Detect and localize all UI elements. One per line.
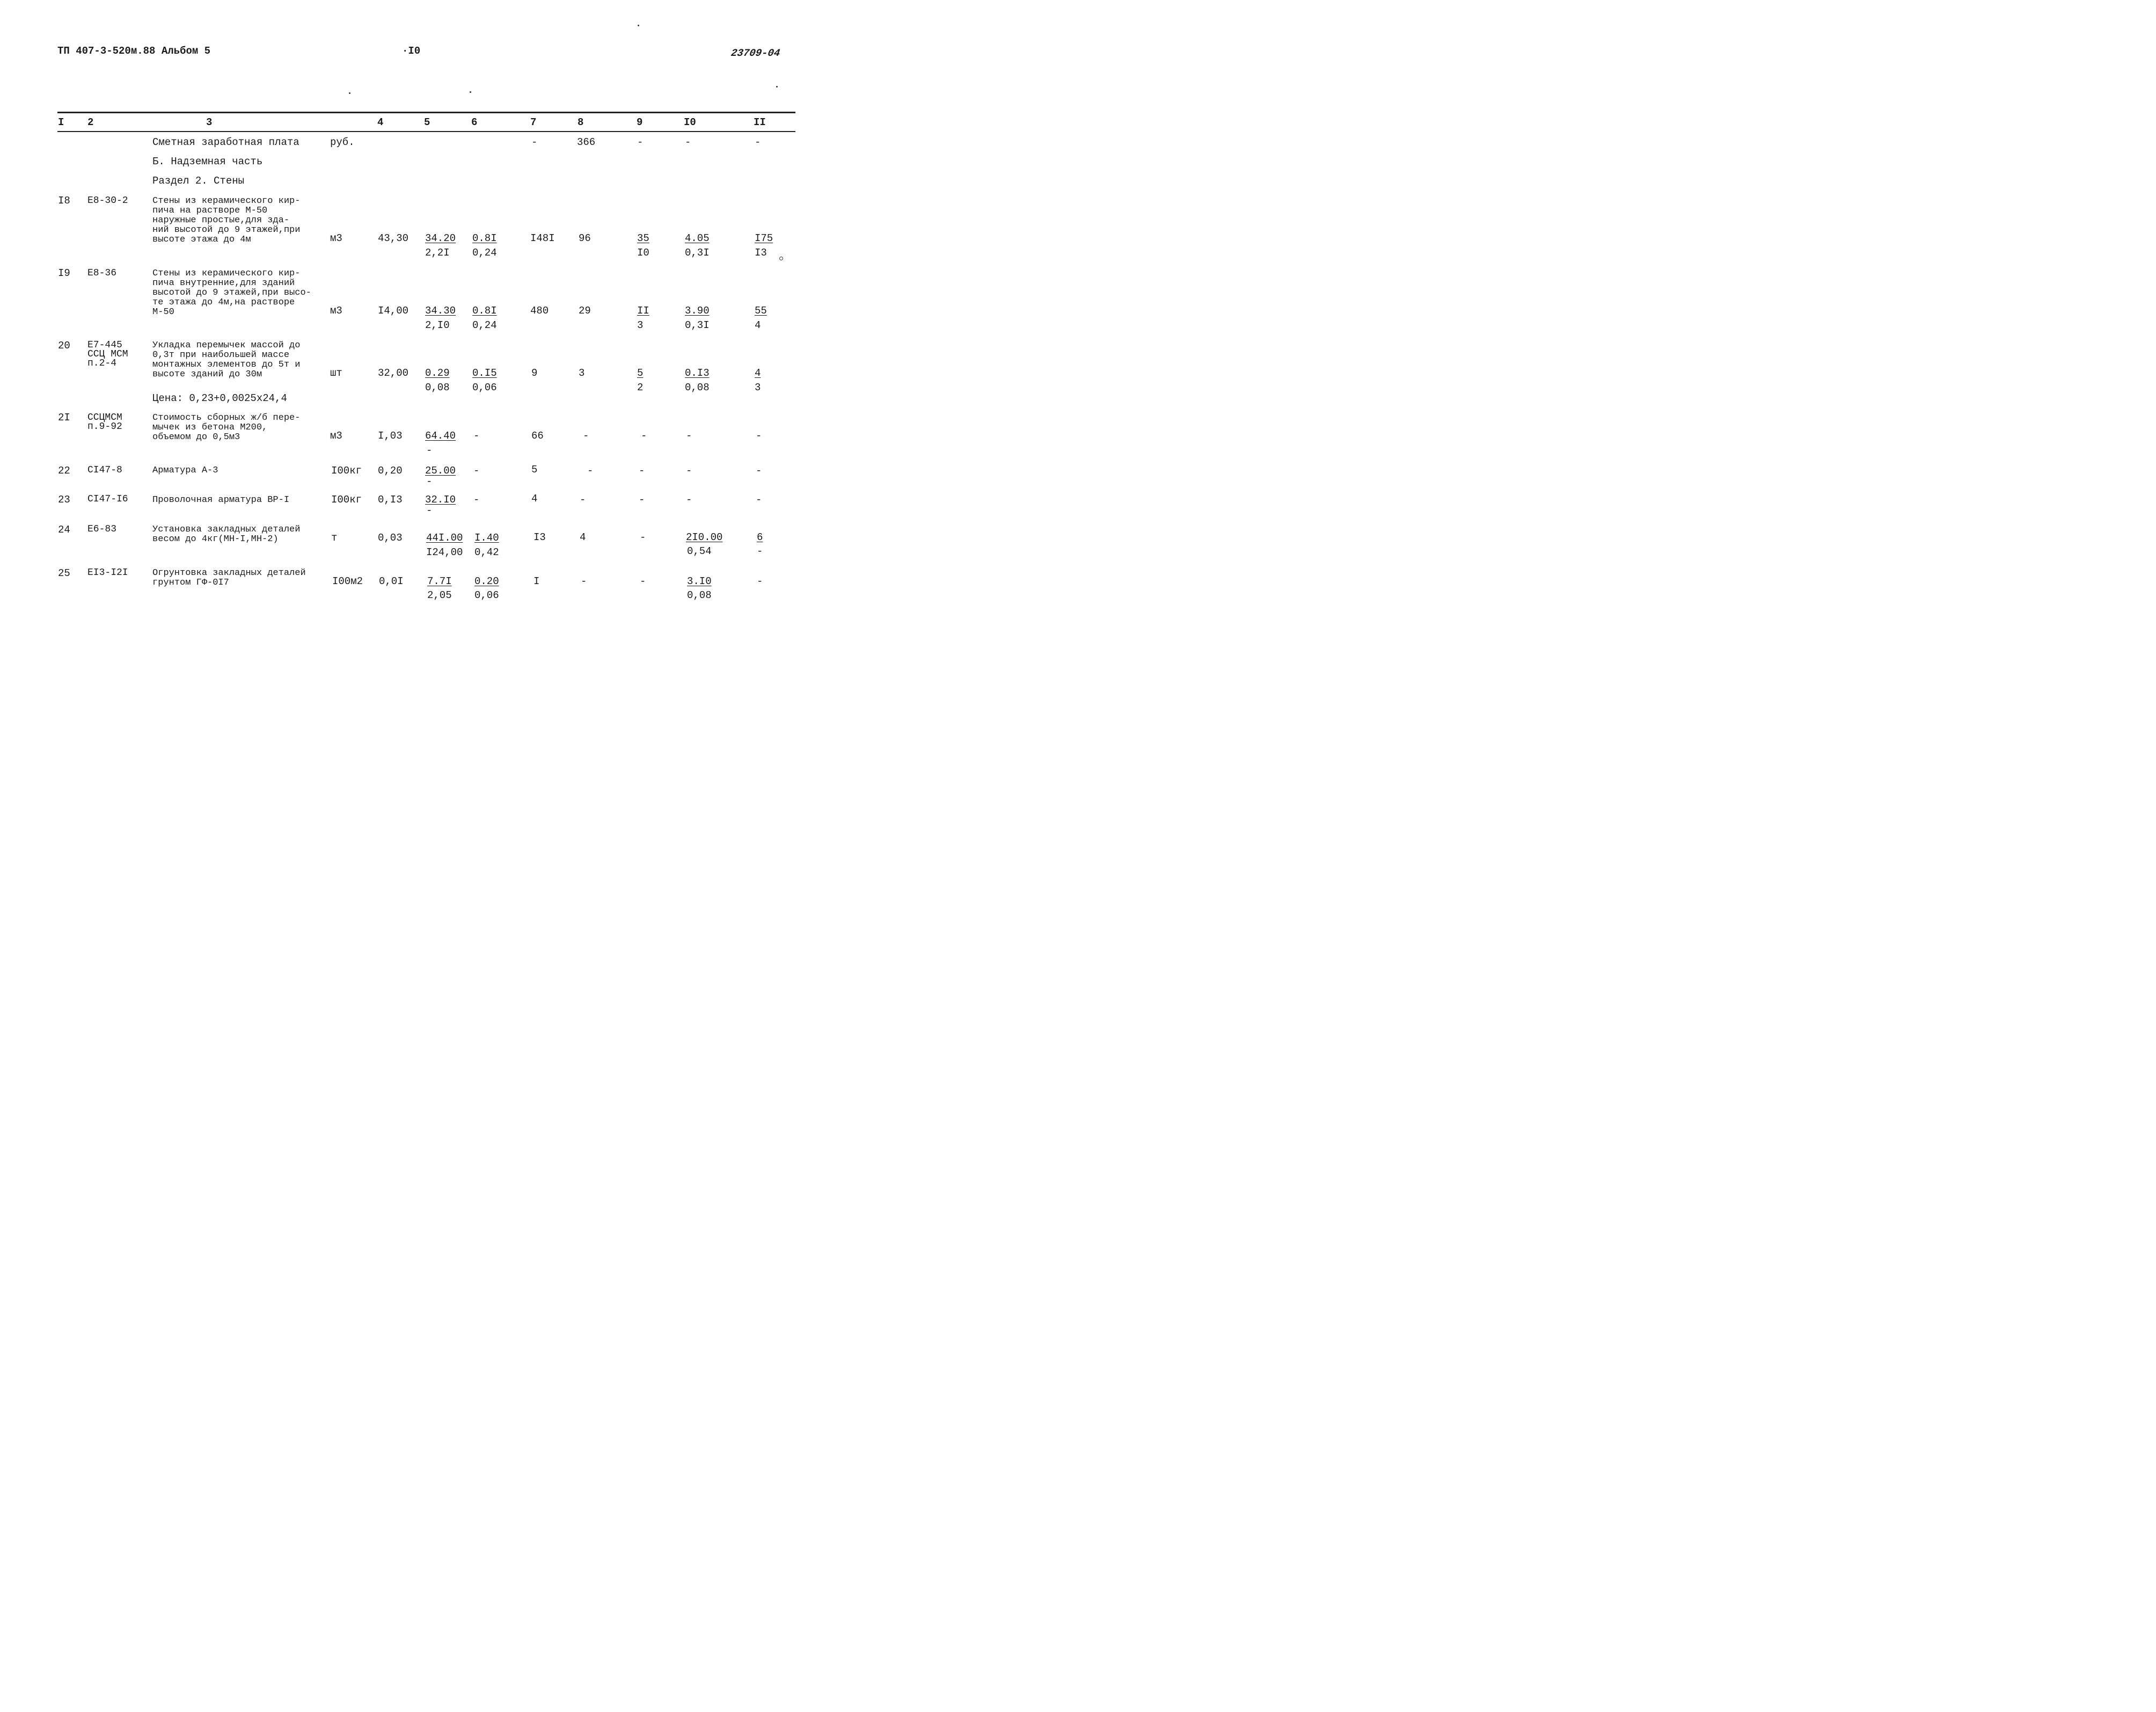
total-labor-machinist: I3 bbox=[755, 247, 767, 259]
unit-cost-wage: - bbox=[426, 476, 433, 487]
quantity: 0,03 bbox=[378, 532, 403, 544]
unit-cost-wage: - bbox=[426, 505, 433, 516]
unit-machine-cost: 0.I5 bbox=[472, 367, 497, 379]
unit-labor: - bbox=[686, 465, 692, 477]
total-machine-cost: - bbox=[641, 430, 647, 442]
wage-label: Сметная заработная плата bbox=[152, 136, 299, 148]
row-number: 23 bbox=[58, 494, 70, 506]
unit-machine-cost: - bbox=[473, 465, 480, 477]
work-description: Стоимость сборных ж/б пере- мычек из бетона М200, объемом до 0,5м3 bbox=[152, 413, 301, 442]
total-direct-cost: 5 bbox=[531, 464, 538, 476]
column-header-2: 2 bbox=[87, 116, 94, 128]
norm-code: ССЦМСМ п.9-92 bbox=[87, 412, 122, 432]
unit-labor-machinist: 0,3I bbox=[685, 319, 710, 331]
total-labor: - bbox=[756, 465, 762, 477]
unit-machine-wage: 0,24 bbox=[472, 247, 497, 259]
unit-cost-total: 34.20 bbox=[425, 232, 456, 244]
total-machine-cost: - bbox=[640, 531, 646, 543]
quantity: 32,00 bbox=[378, 367, 409, 379]
unit-cost-total: 0.29 bbox=[425, 367, 450, 379]
unit-cost-wage: 2,2I bbox=[425, 247, 450, 259]
document-code: ТП 407-3-520м.88 Альбом 5 bbox=[57, 45, 211, 57]
unit-labor: 3.90 bbox=[685, 305, 710, 317]
page-number: ·I0 bbox=[402, 45, 421, 57]
row-number: 24 bbox=[58, 524, 70, 536]
unit-labor: 3.I0 bbox=[687, 575, 712, 587]
total-labor: - bbox=[757, 575, 763, 587]
unit-labor-machinist: 0,54 bbox=[687, 545, 712, 557]
unit-machine-cost: - bbox=[473, 430, 480, 442]
row-number: I9 bbox=[58, 267, 70, 279]
unit: т bbox=[331, 532, 338, 544]
total-wage: - bbox=[581, 575, 587, 587]
column-header-9: 9 bbox=[637, 116, 643, 128]
total-direct-cost: 4 bbox=[531, 493, 538, 505]
total-wage: - bbox=[580, 494, 586, 506]
total-machine-cost: - bbox=[639, 494, 645, 506]
unit-labor: - bbox=[686, 430, 692, 442]
total-direct-cost: I3 bbox=[533, 531, 546, 543]
unit-cost-wage: 2,05 bbox=[427, 589, 452, 601]
total-machine-cost: - bbox=[639, 465, 645, 477]
quantity: 43,30 bbox=[378, 232, 409, 244]
unit-labor: 0.I3 bbox=[685, 367, 710, 379]
unit-labor: 4.05 bbox=[685, 232, 710, 244]
total-direct-cost: 480 bbox=[530, 305, 549, 317]
unit-machine-wage: 0,24 bbox=[472, 319, 497, 331]
total-machine-cost: II bbox=[637, 305, 649, 317]
section-title-above-ground: Б. Надземная часть bbox=[152, 156, 263, 167]
norm-code: СI47-I6 bbox=[87, 494, 128, 505]
total-wage: - bbox=[587, 465, 594, 477]
table-header-rule bbox=[57, 131, 795, 132]
column-header-3: 3 bbox=[206, 116, 213, 128]
archive-number: 23709-04 bbox=[730, 47, 781, 59]
unit-machine-wage: 0,42 bbox=[474, 547, 499, 558]
unit-labor-machinist: 0,08 bbox=[685, 382, 710, 394]
unit: I00м2 bbox=[332, 575, 363, 587]
quantity: I,03 bbox=[378, 430, 403, 442]
unit-cost-wage: 2,I0 bbox=[425, 319, 450, 331]
scan-speck bbox=[470, 91, 471, 93]
scan-speck bbox=[776, 86, 778, 88]
wage-col7: - bbox=[531, 136, 538, 148]
unit-machine-cost: 0.8I bbox=[472, 305, 497, 317]
total-machine-cost: - bbox=[640, 575, 646, 587]
unit: I00кг bbox=[331, 465, 362, 477]
column-header-5: 5 bbox=[424, 116, 430, 128]
row-number: 25 bbox=[58, 567, 70, 579]
unit-labor-machinist: 0,3I bbox=[685, 247, 710, 259]
unit: м3 bbox=[330, 305, 342, 317]
total-labor: 55 bbox=[755, 305, 767, 317]
total-direct-cost: 66 bbox=[531, 430, 544, 442]
total-wage: 4 bbox=[580, 531, 586, 543]
total-labor-machinist: - bbox=[757, 545, 763, 557]
total-labor: 6 bbox=[757, 531, 763, 543]
row-number: 20 bbox=[58, 340, 70, 352]
unit-cost-wage: I24,00 bbox=[426, 547, 463, 558]
unit: м3 bbox=[330, 232, 342, 244]
norm-code: СI47-8 bbox=[87, 465, 122, 476]
unit-machine-cost: 0.20 bbox=[474, 575, 499, 587]
row-number: 2I bbox=[58, 412, 70, 424]
row-number: 22 bbox=[58, 465, 70, 477]
unit: м3 bbox=[330, 430, 342, 442]
wage-unit: руб. bbox=[330, 136, 355, 148]
work-description: Установка закладных деталей весом до 4кг(МН-I,МН-2) bbox=[152, 524, 301, 544]
quantity: I4,00 bbox=[378, 305, 409, 317]
total-machine-cost: 35 bbox=[637, 232, 649, 244]
norm-code: Е8-36 bbox=[87, 268, 117, 279]
column-header-7: 7 bbox=[530, 116, 537, 128]
work-description: Укладка перемычек массой до 0,3т при наибольшей массе монтажных элементов до 5т и высоте зданий до 30м bbox=[152, 340, 301, 380]
total-wage: - bbox=[583, 430, 589, 442]
total-labor: I75 bbox=[755, 232, 773, 244]
unit-cost-total: 64.40 bbox=[425, 430, 456, 442]
total-direct-cost: 9 bbox=[531, 367, 538, 379]
quantity: 0,20 bbox=[378, 465, 403, 477]
unit-machine-wage: 0,06 bbox=[474, 589, 499, 601]
total-labor: 4 bbox=[755, 367, 761, 379]
total-machine-cost: 5 bbox=[637, 367, 644, 379]
total-machine-wage: 2 bbox=[637, 382, 644, 394]
work-description: Огрунтовка закладных деталей грунтом ГФ-0I7 bbox=[152, 568, 306, 588]
section-title-walls: Раздел 2. Стены bbox=[152, 175, 245, 187]
total-wage: 29 bbox=[579, 305, 591, 317]
work-description: Стены из керамического кир- пича на растворе М-50 наружные простые,для зда- ний высотой до 9 этажей,при высоте этажа до 4м bbox=[152, 196, 301, 245]
row-number: I8 bbox=[58, 195, 70, 207]
work-description: Арматура А-3 bbox=[152, 465, 218, 476]
unit-cost-wage: - bbox=[426, 445, 433, 456]
total-wage: 3 bbox=[579, 367, 585, 379]
total-machine-wage: 3 bbox=[637, 319, 644, 331]
table-top-rule bbox=[57, 112, 795, 113]
unit-machine-cost: - bbox=[473, 494, 480, 506]
norm-code: Е7-445 ССЦ МСМ п.2-4 bbox=[87, 340, 128, 369]
quantity: 0,I3 bbox=[378, 494, 403, 506]
work-description: Проволочная арматура ВР-I bbox=[152, 495, 290, 505]
total-labor: - bbox=[756, 430, 762, 442]
column-header-10: I0 bbox=[684, 116, 696, 128]
unit-machine-cost: 0.8I bbox=[472, 232, 497, 244]
work-description: Стены из керамического кир- пича внутренние,для зданий высотой до 9 этажей,при высо- те этажа до 4м,на растворе М-50 bbox=[152, 268, 311, 317]
scan-speck bbox=[349, 92, 350, 94]
total-labor-machinist: 4 bbox=[755, 319, 761, 331]
unit: шт bbox=[330, 367, 342, 379]
unit-cost-total: 34.30 bbox=[425, 305, 456, 317]
price-formula: Цена: 0,23+0,0025х24,4 bbox=[152, 392, 287, 404]
total-direct-cost: I bbox=[533, 575, 540, 587]
wage-col10: - bbox=[685, 136, 691, 148]
column-header-8: 8 bbox=[578, 116, 584, 128]
column-header-1: I bbox=[58, 116, 64, 128]
unit-labor: - bbox=[686, 494, 692, 506]
unit-cost-total: 44I.00 bbox=[426, 532, 463, 544]
norm-code: ЕI3-I2I bbox=[87, 567, 128, 578]
unit-machine-cost: I.40 bbox=[474, 532, 499, 544]
column-header-11: II bbox=[754, 116, 766, 128]
wage-col8: 366 bbox=[577, 136, 596, 148]
scan-speck bbox=[638, 25, 639, 26]
norm-code: Е6-83 bbox=[87, 524, 117, 535]
column-header-4: 4 bbox=[377, 116, 384, 128]
quantity: 0,0I bbox=[379, 575, 404, 587]
unit-cost-total: 32.I0 bbox=[425, 494, 456, 506]
scan-speck bbox=[779, 257, 783, 260]
total-machine-wage: I0 bbox=[637, 247, 649, 259]
unit-cost-total: 7.7I bbox=[427, 575, 452, 587]
wage-col9: - bbox=[637, 136, 644, 148]
total-wage: 96 bbox=[579, 232, 591, 244]
unit-cost-total: 25.00 bbox=[425, 465, 456, 477]
unit-labor: 2I0.00 bbox=[686, 531, 723, 543]
total-labor-machinist: 3 bbox=[755, 382, 761, 394]
unit-cost-wage: 0,08 bbox=[425, 382, 450, 394]
norm-code: Е8-30-2 bbox=[87, 195, 128, 206]
total-labor: - bbox=[756, 494, 762, 506]
unit-labor-machinist: 0,08 bbox=[687, 589, 712, 601]
total-direct-cost: I48I bbox=[530, 232, 555, 244]
column-header-6: 6 bbox=[471, 116, 478, 128]
wage-col11: - bbox=[755, 136, 761, 148]
unit-machine-wage: 0,06 bbox=[472, 382, 497, 394]
unit: I00кг bbox=[331, 494, 362, 506]
